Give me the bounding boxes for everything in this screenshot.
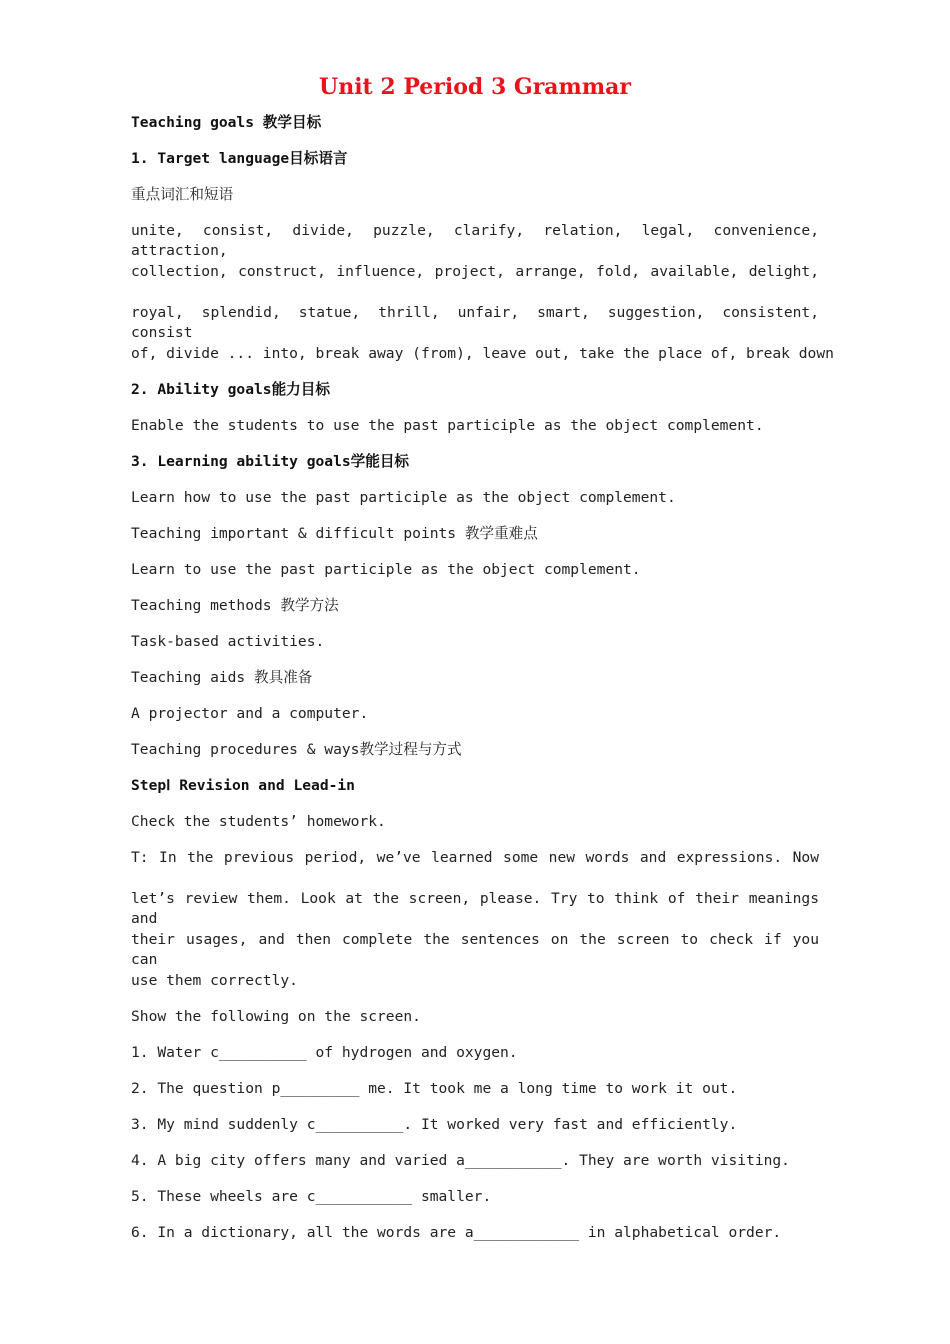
heading-target-language: 1. Target language目标语言 — [131, 150, 348, 167]
step1-heading: StepⅠ Revision and Lead-in — [131, 777, 355, 794]
teaching-aids-text: A projector and a computer. — [131, 705, 369, 722]
exercise-item: 5. These wheels are c___________ smaller. — [131, 1188, 492, 1205]
heading-teaching-goals: Teaching goals 教学目标 — [131, 114, 322, 131]
vocab-line: collection, construct, influence, project, arrange, fold, available, delight, — [131, 263, 819, 280]
exercise-item: 6. In a dictionary, all the words are a____________ in alphabetical order. — [131, 1224, 782, 1241]
label-teaching-methods: Teaching methods 教学方法 — [131, 597, 339, 614]
learning-ability-text: Learn how to use the past participle as the object complement. — [131, 489, 676, 506]
check-homework-text: Check the students’ homework. — [131, 813, 386, 830]
teaching-methods-text: Task-based activities. — [131, 633, 325, 650]
teacher-line: T: In the previous period, we’ve learned some new words and expressions. Now — [131, 849, 819, 866]
vocab-line: royal, splendid, statue, thrill, unfair, smart, suggestion, consistent, consist — [131, 304, 819, 341]
exercise-item: 1. Water c__________ of hydrogen and oxygen. — [131, 1044, 518, 1061]
label-teaching-procedures: Teaching procedures & ways教学过程与方式 — [131, 741, 462, 758]
exercise-item: 4. A big city offers many and varied a___________. They are worth visiting. — [131, 1152, 790, 1169]
label-important-points: Teaching important & difficult points 教学重难点 — [131, 525, 538, 542]
label-teaching-aids: Teaching aids 教具准备 — [131, 669, 313, 686]
teacher-line: let’s review them. Look at the screen, please. Try to think of their meanings and — [131, 890, 819, 927]
teacher-line: use them correctly. — [131, 972, 298, 989]
ability-text: Enable the students to use the past participle as the object complement. — [131, 417, 764, 434]
vocab-line: of, divide ... into, break away (from), leave out, take the place of, break down — [131, 345, 834, 362]
exercise-item: 3. My mind suddenly c__________. It worked very fast and efficiently. — [131, 1116, 738, 1133]
page-title: Unit 2 Period 3 Grammar — [319, 74, 631, 100]
heading-learning-ability-goals: 3. Learning ability goals学能目标 — [131, 453, 410, 470]
heading-ability-goals: 2. Ability goals能力目标 — [131, 381, 330, 398]
label-key-words: 重点词汇和短语 — [131, 186, 234, 203]
teacher-line: their usages, and then complete the sentences on the screen to check if you can — [131, 931, 819, 968]
important-points-text: Learn to use the past participle as the object complement. — [131, 561, 641, 578]
exercise-item: 2. The question p_________ me. It took me a long time to work it out. — [131, 1080, 738, 1097]
vocab-line: unite, consist, divide, puzzle, clarify, relation, legal, convenience, attraction, — [131, 222, 819, 259]
show-following-text: Show the following on the screen. — [131, 1008, 421, 1025]
